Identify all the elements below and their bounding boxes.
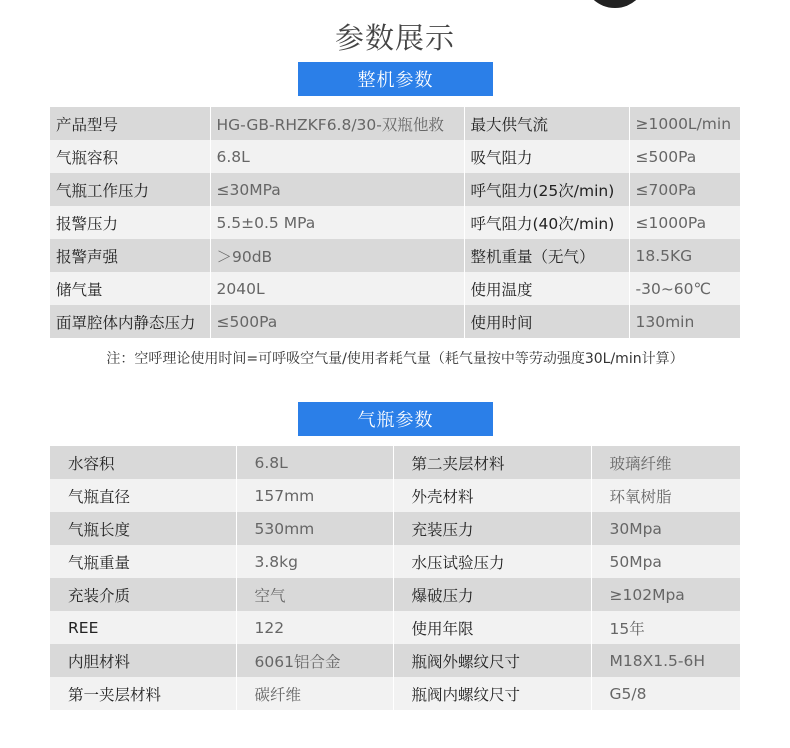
param-label: 瓶阀内螺纹尺寸 (393, 677, 591, 710)
cylinder-params-table (50, 446, 740, 710)
param-label: 气瓶直径 (50, 479, 236, 512)
param-value: ≤1000Pa (629, 206, 740, 239)
param-value: 6061铝合金 (236, 644, 393, 677)
param-value: 530mm (236, 512, 393, 545)
param-label: 报警压力 (50, 206, 210, 239)
table-row (50, 206, 740, 239)
param-value: 30Mpa (591, 512, 740, 545)
param-label: 面罩腔体内静态压力 (50, 305, 210, 338)
param-value: 6.8L (210, 140, 464, 173)
param-value: ≥102Mpa (591, 578, 740, 611)
table-row (50, 446, 740, 479)
param-value: 122 (236, 611, 393, 644)
param-value: 5.5±0.5 MPa (210, 206, 464, 239)
section-header-cylinder-params: 气瓶参数 (298, 402, 493, 436)
param-value: 15年 (591, 611, 740, 644)
table-row (50, 644, 740, 677)
table-row (50, 173, 740, 206)
param-value: -30~60℃ (629, 272, 740, 305)
param-label: 储气量 (50, 272, 210, 305)
param-label: 使用时间 (464, 305, 629, 338)
param-value: ＞90dB (210, 239, 464, 272)
param-value: 环氧树脂 (591, 479, 740, 512)
param-label: 吸气阻力 (464, 140, 629, 173)
param-value: 2040L (210, 272, 464, 305)
param-label: 气瓶容积 (50, 140, 210, 173)
param-label: 呼气阻力(40次/min) (464, 206, 629, 239)
table-row (50, 479, 740, 512)
param-label: 水压试验压力 (393, 545, 591, 578)
param-label: 外壳材料 (393, 479, 591, 512)
param-label: 气瓶重量 (50, 545, 236, 578)
param-label: 第二夹层材料 (393, 446, 591, 479)
param-value: ≤500Pa (629, 140, 740, 173)
usage-time-note: 注：空呼理论使用时间=可呼吸空气量/使用者耗气量（耗气量按中等劳动强度30L/min计算） (106, 351, 684, 367)
param-value: ≤30MPa (210, 173, 464, 206)
param-label: 爆破压力 (393, 578, 591, 611)
param-value: 空气 (236, 578, 393, 611)
param-value: G5/8 (591, 677, 740, 710)
param-value: 3.8kg (236, 545, 393, 578)
param-value: ≥1000L/min (629, 107, 740, 140)
table-row (50, 272, 740, 305)
param-label: 呼气阻力(25次/min) (464, 173, 629, 206)
table-row (50, 578, 740, 611)
param-value: ≤500Pa (210, 305, 464, 338)
param-label: 产品型号 (50, 107, 210, 140)
param-label: 充装介质 (50, 578, 236, 611)
param-value: 18.5KG (629, 239, 740, 272)
param-label: 充装压力 (393, 512, 591, 545)
table-row (50, 512, 740, 545)
table-row (50, 239, 740, 272)
param-label: 使用年限 (393, 611, 591, 644)
param-label: 整机重量（无气） (464, 239, 629, 272)
table-row (50, 305, 740, 338)
table-row (50, 677, 740, 710)
param-value: M18X1.5-6H (591, 644, 740, 677)
table-row (50, 140, 740, 173)
param-value: HG-GB-RHZKF6.8/30-双瓶他救 (210, 107, 464, 140)
param-value: 50Mpa (591, 545, 740, 578)
param-label: 气瓶长度 (50, 512, 236, 545)
param-value: 6.8L (236, 446, 393, 479)
param-value: 130min (629, 305, 740, 338)
param-label: 瓶阀外螺纹尺寸 (393, 644, 591, 677)
param-label: 第一夹层材料 (50, 677, 236, 710)
machine-params-table (50, 107, 740, 338)
param-label: 水容积 (50, 446, 236, 479)
param-label: 报警声强 (50, 239, 210, 272)
param-label: 内胆材料 (50, 644, 236, 677)
param-value: ≤700Pa (629, 173, 740, 206)
param-label: 使用温度 (464, 272, 629, 305)
table-row (50, 611, 740, 644)
param-label: 气瓶工作压力 (50, 173, 210, 206)
param-value: 157mm (236, 479, 393, 512)
page-title: 参数展示 (334, 21, 455, 55)
decorative-arc (583, 0, 647, 8)
param-label: 最大供气流 (464, 107, 629, 140)
param-value: 碳纤维 (236, 677, 393, 710)
param-value: 玻璃纤维 (591, 446, 740, 479)
section-header-machine-params: 整机参数 (298, 62, 493, 96)
param-label: REE (50, 611, 236, 644)
table-row (50, 545, 740, 578)
table-row (50, 107, 740, 140)
